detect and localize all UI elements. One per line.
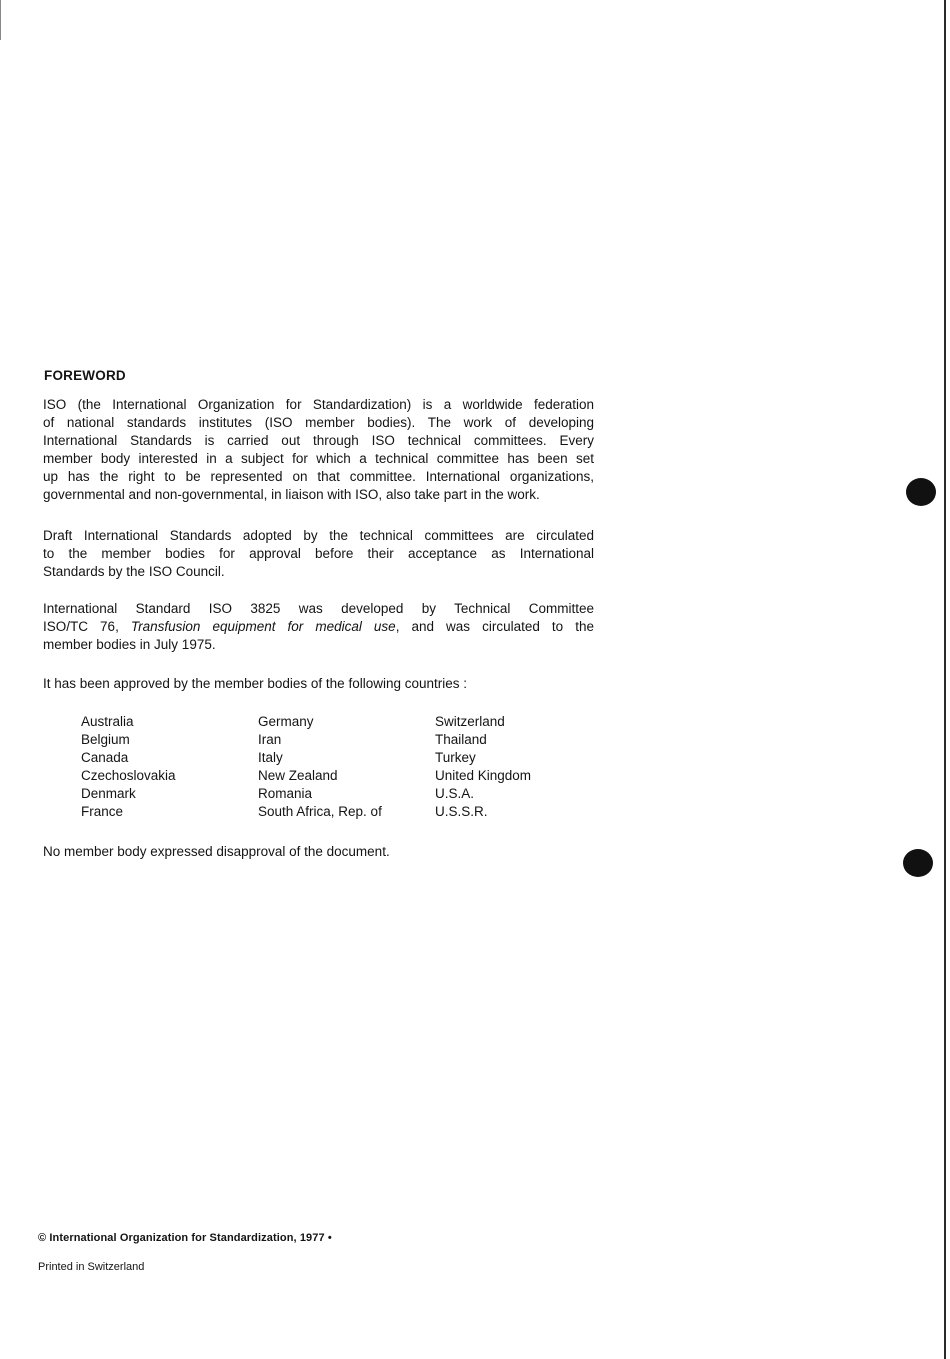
- paragraph-line: member body interested in a subject for which a technical committee has been set: [43, 451, 594, 466]
- foreword-paragraph-iso-intro: [43, 396, 594, 504]
- paragraph-line: to the member bodies for approval before their acceptance as International: [43, 546, 594, 561]
- committee-title: Transfusion equipment for medical use: [130, 619, 396, 634]
- country-item: Turkey: [435, 750, 476, 765]
- country-item: Denmark: [81, 786, 136, 801]
- country-item: New Zealand: [258, 768, 338, 783]
- committee-suffix: , and was circulated to the: [395, 619, 595, 634]
- country-item: Belgium: [81, 732, 130, 747]
- scan-edge-right: [944, 0, 946, 1359]
- foreword-heading: FOREWORD: [44, 368, 126, 383]
- printed-location: Printed in Switzerland: [38, 1261, 145, 1273]
- country-item: Czechoslovakia: [81, 768, 176, 783]
- country-item: France: [81, 804, 124, 819]
- country-item: United Kingdom: [435, 768, 532, 783]
- scan-edge-left: [0, 0, 1, 40]
- countries-column-1: [81, 713, 176, 821]
- foreword-paragraph-draft-standards: [43, 527, 594, 581]
- binding-hole-mark-upper: [906, 478, 936, 506]
- foreword-paragraph-no-disapproval: No member body expressed disapproval of the document.: [43, 844, 390, 859]
- country-item: U.S.S.R.: [435, 804, 488, 819]
- binding-hole-mark-lower: [903, 849, 933, 877]
- paragraph-line: International Standard ISO 3825 was developed by Technical Committee: [43, 601, 594, 616]
- paragraph-line: member bodies in July 1975.: [43, 637, 216, 652]
- paragraph-line: Standards by the ISO Council.: [43, 564, 225, 579]
- paragraph-line: governmental and non-governmental, in liaison with ISO, also take part in the work.: [43, 487, 540, 502]
- country-item: U.S.A.: [435, 786, 475, 801]
- copyright-notice: © International Organization for Standardization, 1977 •: [38, 1232, 332, 1244]
- foreword-paragraph-standard-development: [43, 600, 594, 654]
- country-item: Thailand: [435, 732, 487, 747]
- paragraph-line: ISO (the International Organization for Standardization) is a worldwide federation: [43, 397, 594, 412]
- paragraph-line: up has the right to be represented on that committee. International organizations,: [43, 469, 594, 484]
- country-item: Romania: [258, 786, 313, 801]
- country-item: Switzerland: [435, 714, 505, 729]
- country-item: South Africa, Rep. of: [258, 804, 382, 819]
- country-item: Australia: [81, 714, 134, 729]
- countries-column-2: [258, 713, 382, 821]
- paragraph-line: International Standards is carried out through ISO technical committees. Every: [43, 433, 594, 448]
- country-item: Italy: [258, 750, 283, 765]
- foreword-paragraph-approval: It has been approved by the member bodies of the following countries :: [43, 676, 468, 691]
- country-item: Iran: [258, 732, 282, 747]
- country-item: Canada: [81, 750, 129, 765]
- paragraph-line: Draft International Standards adopted by the technical committees are circulated: [43, 528, 594, 543]
- countries-column-3: [435, 713, 531, 821]
- country-item: Germany: [258, 714, 314, 729]
- committee-code: ISO/TC 76,: [43, 619, 131, 634]
- paragraph-line: of national standards institutes (ISO member bodies). The work of developing: [43, 415, 594, 430]
- paragraph-line-committee: [43, 618, 594, 636]
